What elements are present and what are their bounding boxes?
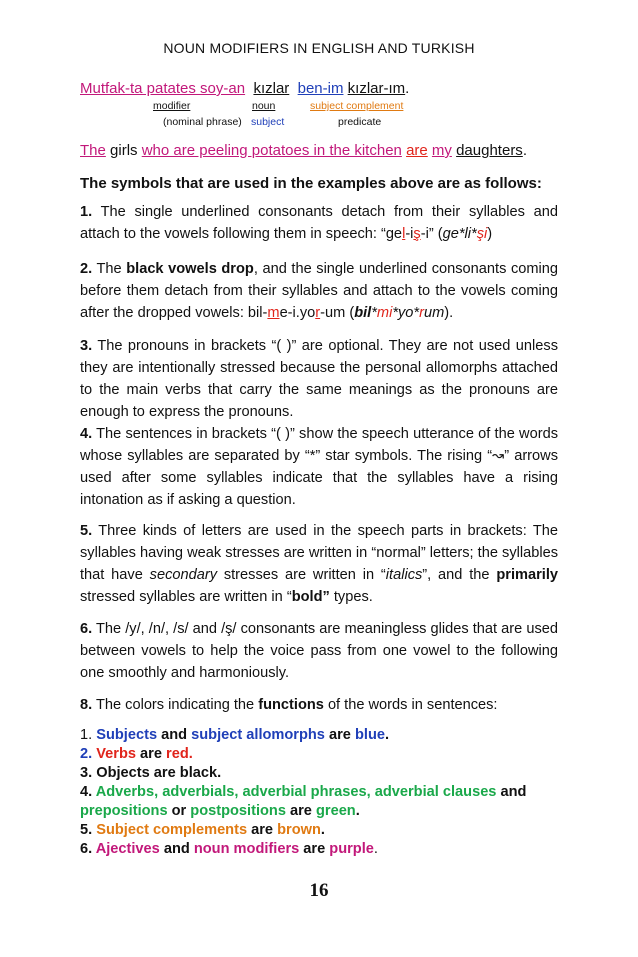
paragraph-1: 1. The single underlined consonants detach from their syllables and attach to the vowels following them in speech: “gel-iş-i” (ge*li*şi) [80, 204, 558, 242]
label-noun: noun [252, 100, 276, 112]
color-item-adverbs: 4. Adverbs, adverbials, adverbial phrases, adverbial clauses and prepositions or postpositions are green. [80, 784, 527, 819]
tr-noun: kızlar [253, 80, 290, 97]
paragraph-6: 6. The /y/, /n/, /s/ and /ş/ consonants are meaningless glides that are used between vowels to help the voice pass from one vowel to the following one smoothly and harmoniously. [80, 621, 558, 681]
english-translation: The girls who are peeling potatoes in the kitchen are my daughters. [80, 142, 527, 159]
label-nominal-phrase: (nominal phrase) [163, 116, 242, 128]
running-header: NOUN MODIFIERS IN ENGLISH AND TURKISH [163, 40, 475, 56]
paragraph-8: 8. The colors indicating the functions of the words in sentences: [80, 697, 498, 713]
tr-modifier: Mutfak-ta patates soy-an [80, 80, 246, 97]
label-subject-complement: subject complement [310, 100, 404, 112]
symbols-heading: The symbols that are used in the examples above are as follows: [80, 175, 542, 192]
color-item-objects: 3. Objects are black. [80, 765, 222, 781]
label-subject: subject [251, 116, 285, 128]
paragraph-5: 5. Three kinds of letters are used in the speech parts in brackets: The syllables having weak stresses are written in “normal” letters; the syllables that have secondary stresses are written in “italics”, and the primarily stressed syllables are written in “bold” types. [80, 523, 558, 605]
label-predicate: predicate [338, 116, 382, 128]
page-number: 16 [309, 880, 329, 901]
label-modifier: modifier [153, 100, 191, 112]
color-legend-list [80, 726, 558, 859]
color-item-subjects: 1. Subjects and subject allomorphs are blue. [80, 727, 390, 743]
tr-complement: kızlar-ım [347, 80, 406, 97]
turkish-example: Mutfak-ta patates soy-an kızlar ben-im kızlar-ım. [80, 80, 410, 97]
paragraph-2: 2. The black vowels drop, and the single underlined consonants coming before them detach from their syllables and attach to the vowels coming after the dropped vowels: bil-me-i.yor-um (bil*mi*yo*rum). [80, 261, 559, 321]
color-item-adjectives: 6. Ajectives and noun modifiers are purple. [80, 841, 378, 857]
tr-possessor: ben-im [297, 80, 344, 97]
paragraph-4: 4. The sentences in brackets “( )” show the speech utterance of the words whose syllables are separated by “*” star symbols. The rising “↝” arrows used after some syllables indicate that the syllables have a rising intonation as if asking a question. [80, 426, 558, 508]
color-item-subject-complements: 5. Subject complements are brown. [80, 822, 325, 838]
paragraph-3: 3. The pronouns in brackets “( )” are optional. They are not used unless they are intentionally stressed because the personal allomorphs attached to the main verbs that carry the same meanings as the pronouns are enough to express the pronouns. [80, 338, 558, 420]
color-item-verbs: 2. Verbs are red. [80, 746, 193, 762]
